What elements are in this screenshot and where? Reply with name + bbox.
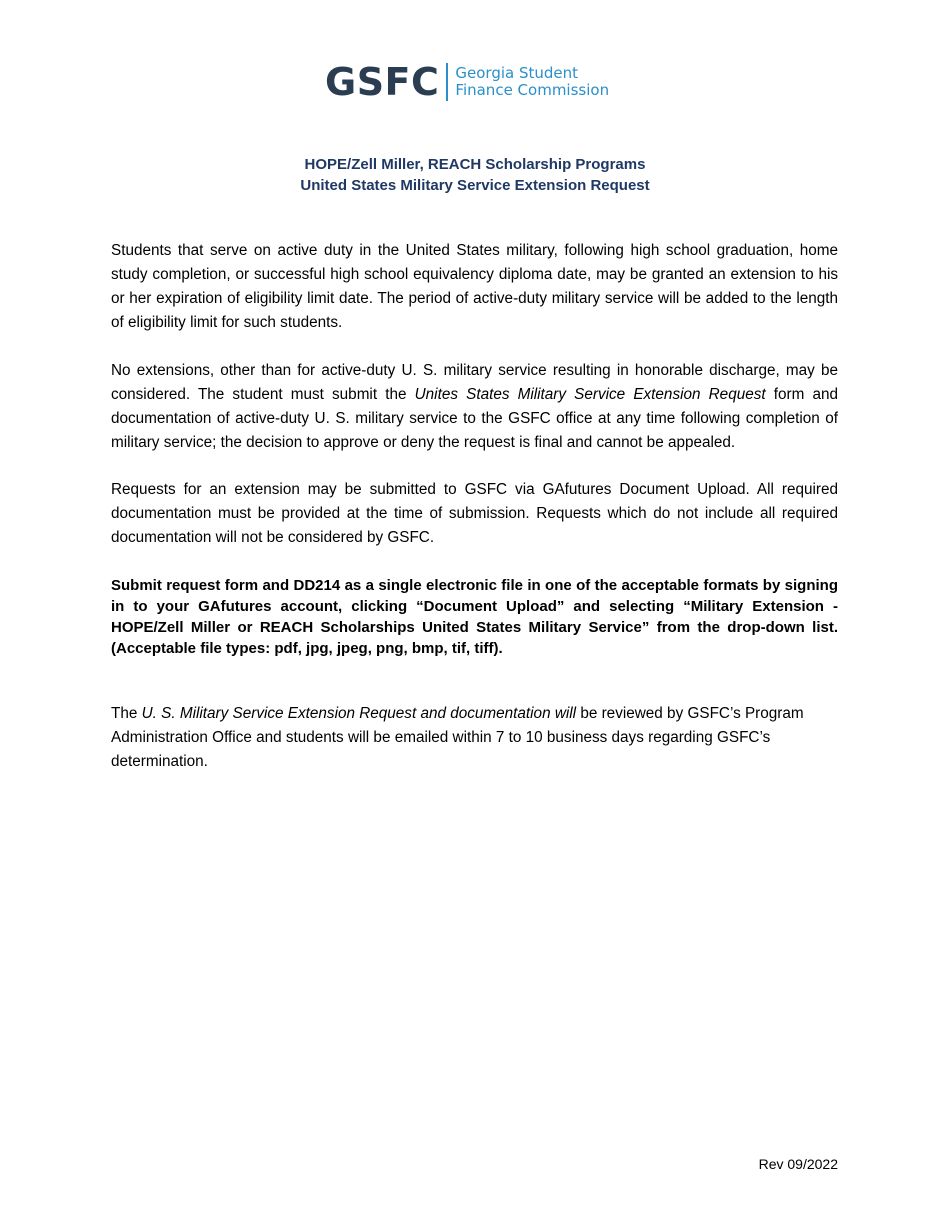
paragraph-review-text — [111, 702, 838, 774]
paragraph-review-start: The — [111, 705, 142, 722]
logo-tagline — [455, 65, 609, 99]
review-italic: U. S. Military Service Extension Request and documentation will — [141, 705, 577, 722]
paragraph-eligibility — [111, 239, 838, 335]
gsfc-logo — [325, 62, 609, 102]
paragraph-extensions-start: No extensions, other than for active-duty U. S. military service resulting in honorable discharge, may be considered. The student must submit the — [111, 362, 838, 403]
paragraph-eligibility-text: Students that serve on active duty in the United States military, following high school graduation, home study completion, or successful high school equivalency diploma date, may be granted an extension to his or her expiration of eligibility limit date. The period of active-duty military service will be added to the length of eligibility limit for such students. — [111, 242, 838, 331]
paragraph-review — [111, 702, 838, 774]
paragraph-upload-instructions — [111, 575, 838, 659]
heading-form-title: United States Military Service Extension Request — [300, 177, 650, 194]
logo-tagline-line2: Finance Commission — [455, 81, 610, 99]
logo-divider — [446, 63, 448, 101]
revision-label: Rev 09/2022 — [758, 1156, 838, 1172]
paragraph-submission-text: Requests for an extension may be submitted to GSFC via GAfutures Document Upload. All required documentation must be provided at the time of submission. Requests which do not include all required documentation will not be considered by GSFC. — [111, 481, 838, 546]
paragraph-extensions-end: form and documentation of active-duty U. S. military service to the GSFC office at any time following completion of military service; the decision to approve or deny the request is final and cannot be appealed. — [111, 386, 839, 451]
logo-tagline-line1: Georgia Student — [455, 64, 579, 82]
form-name-italic: Unites States Military Service Extension Request — [414, 386, 766, 403]
paragraph-submission — [111, 478, 838, 550]
paragraph-extensions-text — [111, 359, 838, 455]
logo-mark: GSFC — [325, 60, 440, 104]
paragraph-upload-instructions-text: Submit request form and DD214 as a single electronic file in one of the acceptable formats by signing in to your GAfutures account, clicking “Document Upload” and selecting “Military Extension - HOPE/Zell Miller or REACH Scholarships United States Military Service” from the drop-down list. (Acceptable file types: pdf, jpg, jpeg, png, bmp, tif, tiff). — [111, 577, 838, 657]
heading-programs: HOPE/Zell Miller, REACH Scholarship Programs — [304, 156, 646, 173]
document-heading — [0, 154, 950, 196]
paragraph-extensions — [111, 359, 838, 455]
paragraph-review-end: be reviewed by GSFC’s Program Administration Office and students will be emailed within 7 to 10 business days regarding GSFC’s determination. — [111, 705, 804, 770]
